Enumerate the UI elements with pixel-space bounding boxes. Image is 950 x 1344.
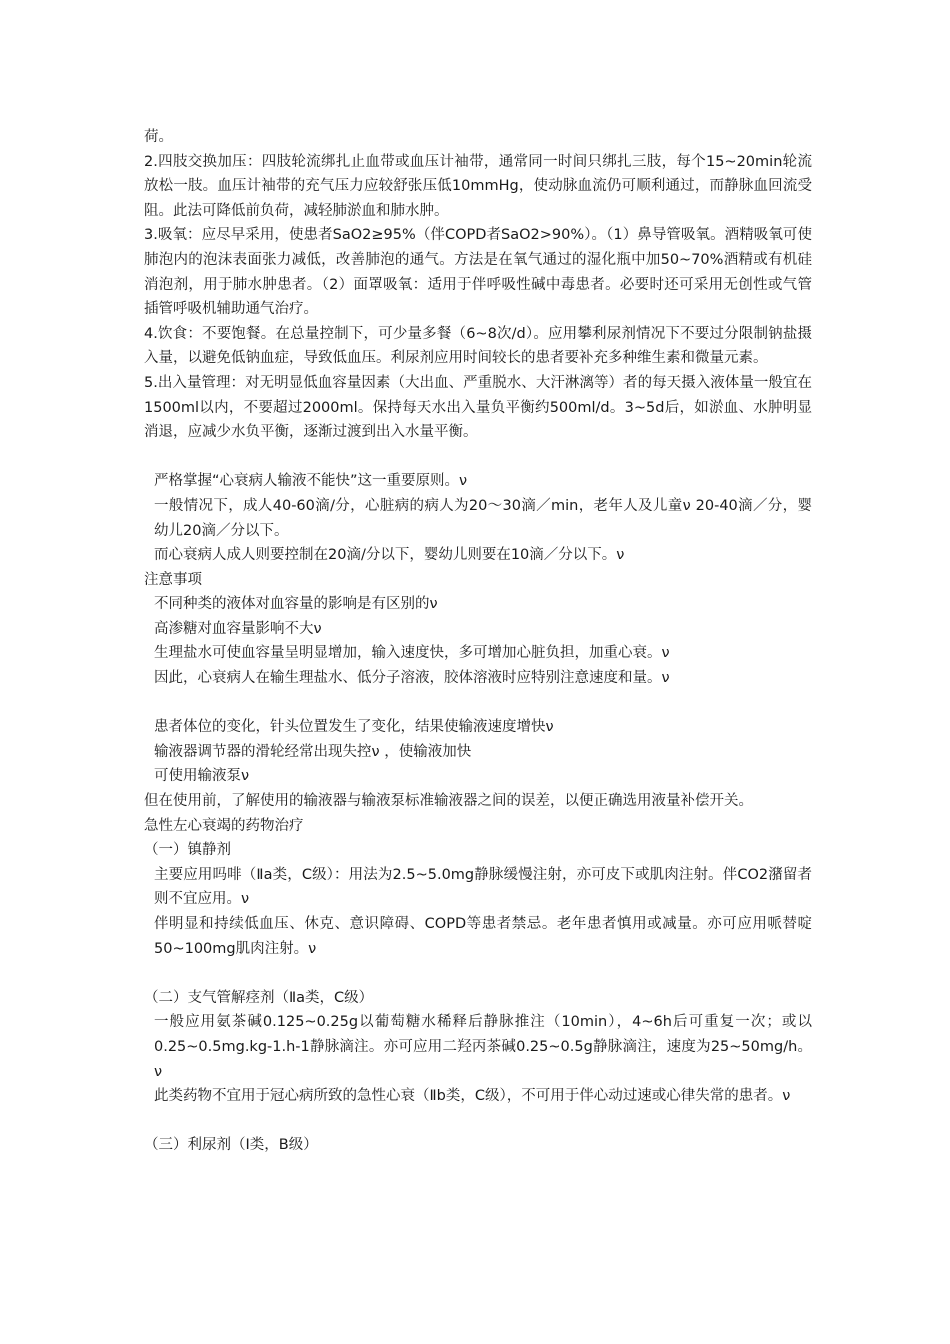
paragraph-infusion-pump: 可使用输液泵ν: [154, 768, 250, 785]
paragraph-aminophylline: 一般应用氨茶碱0.125~0.25g以葡萄糖水稀释后静脉推注（10min），4~6h后可重复一次；或以0.25~0.5mg.kg-1.h-1静脉滴注。亦可应用二羟丙茶碱0.25~0.5g静脉滴注，速度为25~50mg/h。ν: [154, 1014, 812, 1080]
paragraph-position-change: 患者体位的变化，针头位置发生了变化，结果使输液速度增快ν: [154, 719, 554, 736]
paragraph-saline: 生理盐水可使血容量呈明显增加，输入速度快，多可增加心脏负担，加重心衰。ν: [154, 645, 670, 662]
blank-line: [144, 961, 812, 986]
paragraph-fluid-types: 不同种类的液体对血容量的影响是有区别的ν: [154, 596, 438, 613]
paragraph-bronchodilator-caution: 此类药物不宜用于冠心病所致的急性心衰（Ⅱb类，C级），不可用于伴心动过速或心律失常的患者。ν: [154, 1088, 791, 1105]
document-body: [144, 125, 812, 1158]
blank-line: [144, 1109, 812, 1134]
paragraph-drip-rate-heart-failure: 而心衰病人成人则要控制在20滴/分以下，婴幼儿则要在10滴／分以下。ν: [154, 547, 625, 564]
paragraph-morphine: 主要应用吗啡（Ⅱa类，C级）：用法为2.5~5.0mg静脉缓慢注射，亦可皮下或肌肉注射。伴CO2潴留者则不宜应用。ν: [154, 866, 812, 908]
heading-diuretics: （三）利尿剂（Ⅰ类，B级）: [144, 1137, 318, 1154]
paragraph-drip-rate-general: 一般情况下，成人40-60滴/分，心脏病的病人为20～30滴／min，老年人及儿童ν 20-40滴／分，婴幼儿20滴／分以下。: [154, 497, 812, 539]
heading-precautions: 注意事项: [144, 571, 202, 588]
paragraph-diet: 4.饮食：不要饱餐。在总量控制下，可少量多餐（6~8次/d）。应用攀利尿剂情况下不要过分限制钠盐摄入量，以避免低钠血症，导致低血压。利尿剂应用时间较长的患者要补充多种维生素和微量元素。: [144, 325, 812, 367]
paragraph-continuation: 荷。: [144, 129, 173, 145]
blank-line: [144, 691, 812, 716]
paragraph-infusion-principle: 严格掌握“心衰病人输液不能快”这一重要原则。ν: [154, 473, 468, 490]
heading-sedatives: （一）镇静剂: [144, 842, 231, 859]
blank-line: [144, 445, 812, 470]
paragraph-limb-compression: 2.四肢交换加压：四肢轮流绑扎止血带或血压计袖带，通常同一时间只绑扎三肢，每个15~20min轮流放松一肢。血压计袖带的充气压力应较舒张压低10mmHg，使动脉血流仍可顺利通过，而静脉血回流受阻。此法可降低前负荷，减轻肺淤血和肺水肿。: [144, 153, 812, 219]
paragraph-contraindications: 伴明显和持续低血压、休克、意识障碍、COPD等患者禁忌。老年患者慎用或减量。亦可应用哌替啶50~100mg肌肉注射。ν: [154, 916, 812, 957]
paragraph-regulator: 输液器调节器的滑轮经常出现失控ν ，使输液加快: [154, 743, 472, 760]
paragraph-hypertonic-glucose: 高渗糖对血容量影响不大ν: [154, 620, 322, 637]
paragraph-fluid-management: 5.出入量管理：对无明显低血容量因素（大出血、严重脱水、大汗淋漓等）者的每天摄入液体量一般宜在1500ml以内，不要超过2000ml。保持每天水出入量负平衡约500ml/d。3~5d后，如淤血、水肿明显消退，应减少水负平衡，逐渐过渡到出入水量平衡。: [144, 374, 812, 441]
paragraph-caution: 因此，心衰病人在输生理盐水、低分子溶液，胶体溶液时应特别注意速度和量。ν: [154, 670, 670, 687]
paragraph-pump-calibration: 但在使用前，了解使用的输液器与输液泵标准输液器之间的误差，以便正确选用液量补偿开关。: [144, 793, 753, 810]
heading-bronchodilators: （二）支气管解痉剂（Ⅱa类，C级）: [144, 989, 374, 1006]
heading-drug-therapy: 急性左心衰竭的药物治疗: [144, 817, 304, 834]
paragraph-oxygen: 3.吸氧：应尽早采用，使患者SaO2≥95%（伴COPD者SaO2>90%）。（1）鼻导管吸氧。酒精吸氧可使肺泡内的泡沫表面张力减低，改善肺泡的通气。方法是在氧气通过的湿化瓶中加50~70%酒精或有机硅消泡剂，用于肺水肿患者。（2）面罩吸氧：适用于伴呼吸性碱中毒患者。必要时还可采用无创性或气管插管呼吸机辅助通气治疗。: [144, 227, 812, 318]
